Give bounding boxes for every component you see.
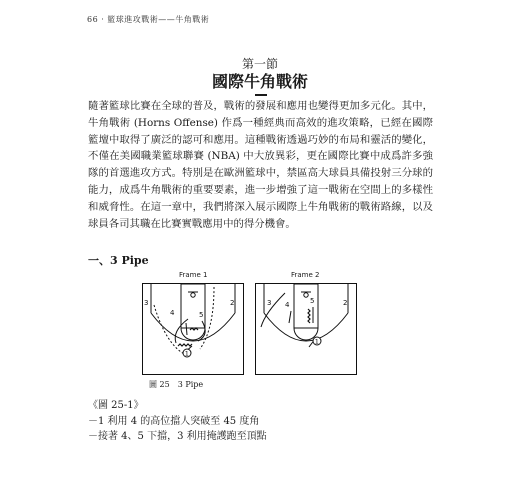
figure-notes [88,398,267,445]
frame-1-label: Frame 1 [179,271,208,279]
court-diagram-frame-1 [142,283,244,375]
figure-caption: 圖 25 3 Pipe [149,380,204,389]
player-1-label: 1 [184,349,189,358]
player-2-label: 2 [343,299,348,307]
subsection-title: 一、3 Pipe [88,254,149,267]
court-diagram-frame-2 [255,283,357,375]
running-header: 66 · 籃球進攻戰術——牛角戰術 [87,15,210,24]
title-rule [255,94,267,96]
player-3-label: 3 [144,299,149,307]
notes-heading: 《圖 25-1》 [88,400,144,411]
player-5-label: 5 [199,311,204,319]
player-1-label: 1 [314,337,319,346]
player-4-label: 4 [285,301,290,309]
body-paragraph: 隨著籃球比賽在全球的普及，戰術的發展和應用也變得更加多元化。其中，牛角戰術 (Horns Offense) 作爲一種經典而高效的進攻策略，已經在國際籃壇中取得了廣泛的認可和應用。這種戰術透過巧妙的布局和靈活的變化，不僅在美國職業籃球聯賽 (NBA) 中大放異彩，更在國際比賽中成爲許多強隊的首選進攻方式。特別是在歐洲籃球中，禁區高大球員具備投射三分球的能力，成爲牛角戰術的重要要素，進一步增強了這一戰術在空間上的多樣性和威脅性。在這一章中，我們將深入展示國際上牛角戰術的戰術路線，以及球員各司其職在比賽實戰應用中的得分機會。 [88,100,433,230]
section-title: 國際牛角戰術 [211,72,308,91]
player-5-label: 5 [310,297,315,305]
player-4-label: 4 [170,309,175,317]
player-3-label: 3 [267,299,272,307]
player-2-label: 2 [230,299,235,307]
section-number: 第一節 [241,57,278,71]
notes-line: －1 利用 4 的高位擋人突破至 45 度角 [88,415,260,427]
notes-line: －接著 4、5 下擋，3 利用掩護跑至頂點 [88,431,267,442]
frame-2-label: Frame 2 [291,271,320,279]
